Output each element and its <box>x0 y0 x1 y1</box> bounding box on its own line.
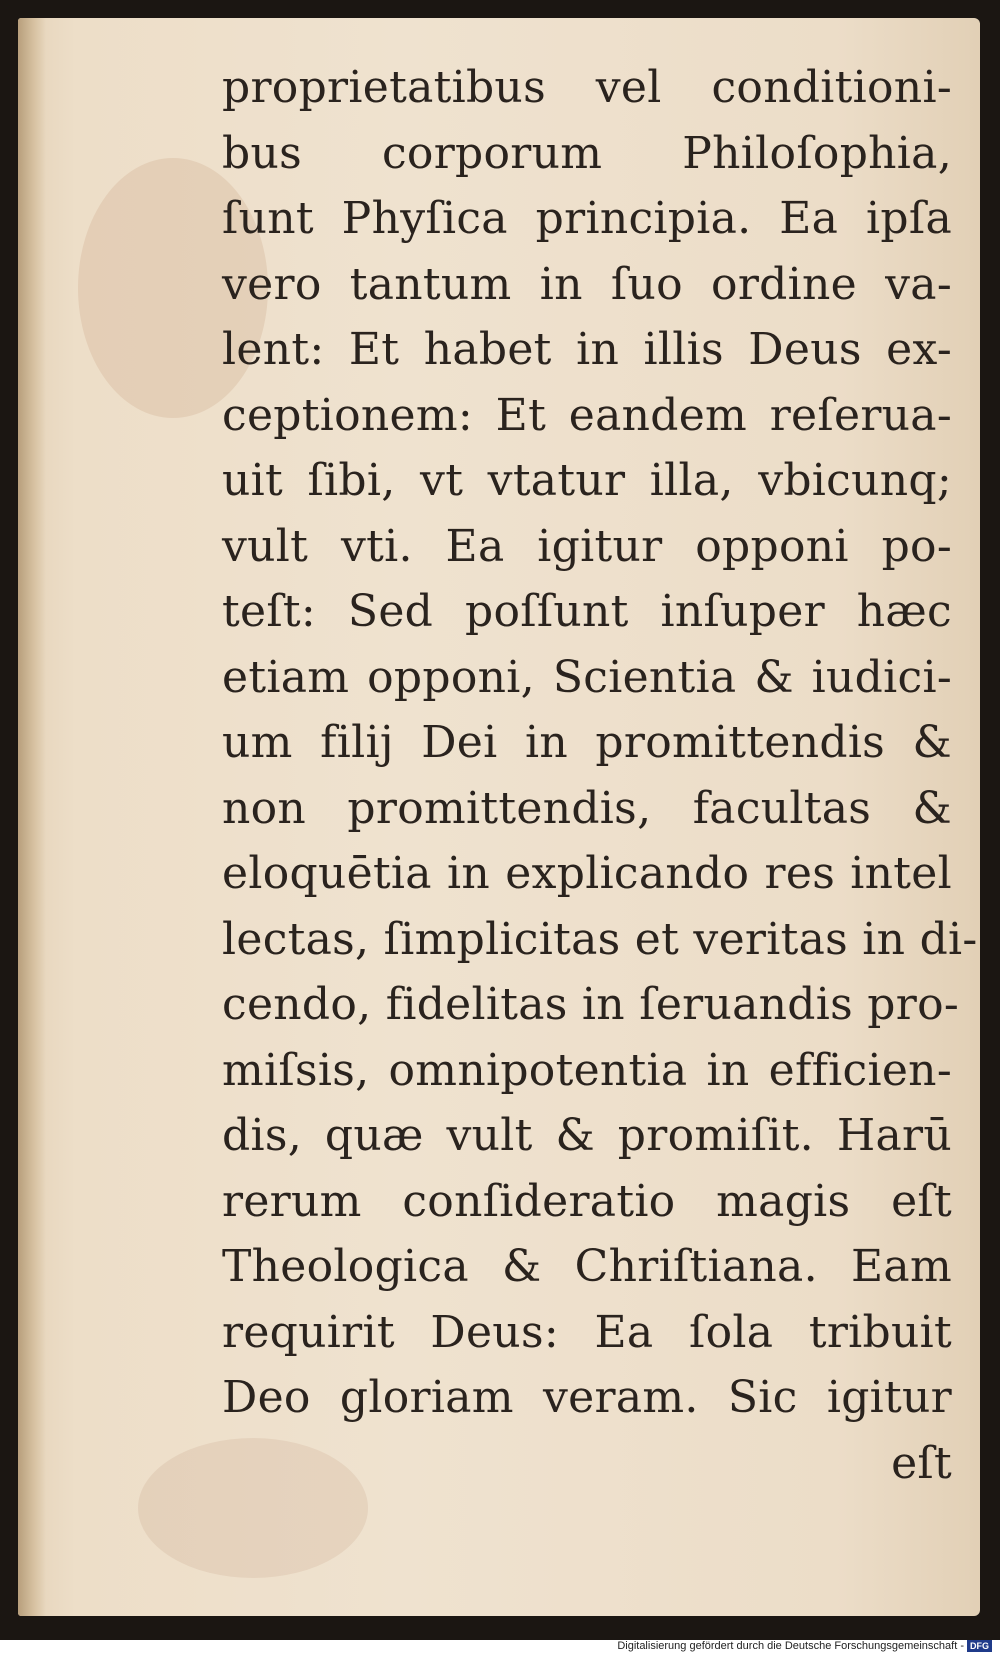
text-line: vero tantum in ſuo ordine va- <box>222 258 952 310</box>
text-line: lent: Et habet in illis Deus ex- <box>222 324 952 375</box>
text-line: Deo gloriam veram. Sic igitur <box>222 1372 952 1423</box>
text-line: miſsis, omnipotentia in efficien- <box>222 1044 952 1096</box>
catchword: eſt <box>891 1437 952 1489</box>
text-line: proprietatibus vel conditioni- <box>222 62 952 113</box>
text-line: etiam opponi, Scientia & iudici- <box>222 651 952 703</box>
dfg-logo: DFG <box>967 1640 992 1652</box>
text-line: uit ſibi, vt vtatur illa, vbicunq; <box>222 455 952 506</box>
page-text <box>222 55 978 1496</box>
text-line: um filij Dei in promittendis & <box>222 717 952 768</box>
text-line: rerum conſideratio magis eſt <box>222 1175 952 1227</box>
text-line: ceptionem: Et eandem reſerua- <box>222 389 952 441</box>
text-line: dis, quæ vult & promiſit. Harū <box>222 1110 952 1161</box>
text-line: non promittendis, facultas & <box>222 782 952 834</box>
text-line: teſt: Sed poſſunt inſuper hæc <box>222 586 952 637</box>
text-line: ſunt Phyſica principia. Ea ipſa <box>222 193 952 244</box>
text-line: bus corporum Philoſophia, <box>222 127 952 179</box>
page-gutter-edge <box>18 18 46 1616</box>
funding-credit: Digitalisierung gefördert durch die Deutsche Forschungsgemeinschaft - <box>617 1640 964 1652</box>
text-line: Theologica & Chriſtiana. Eam <box>222 1241 952 1292</box>
text-line: vult vti. Ea igitur opponi po- <box>222 520 952 572</box>
text-line: lectas, ſimplicitas et veritas in di- <box>222 913 978 965</box>
text-line: eloquētia in explicando res intel <box>222 848 952 899</box>
text-line: requirit Deus: Ea ſola tribuit <box>222 1306 952 1358</box>
text-line: cendo, fidelitas in ſeruandis pro- <box>222 979 960 1030</box>
digitization-footer <box>617 1639 992 1653</box>
